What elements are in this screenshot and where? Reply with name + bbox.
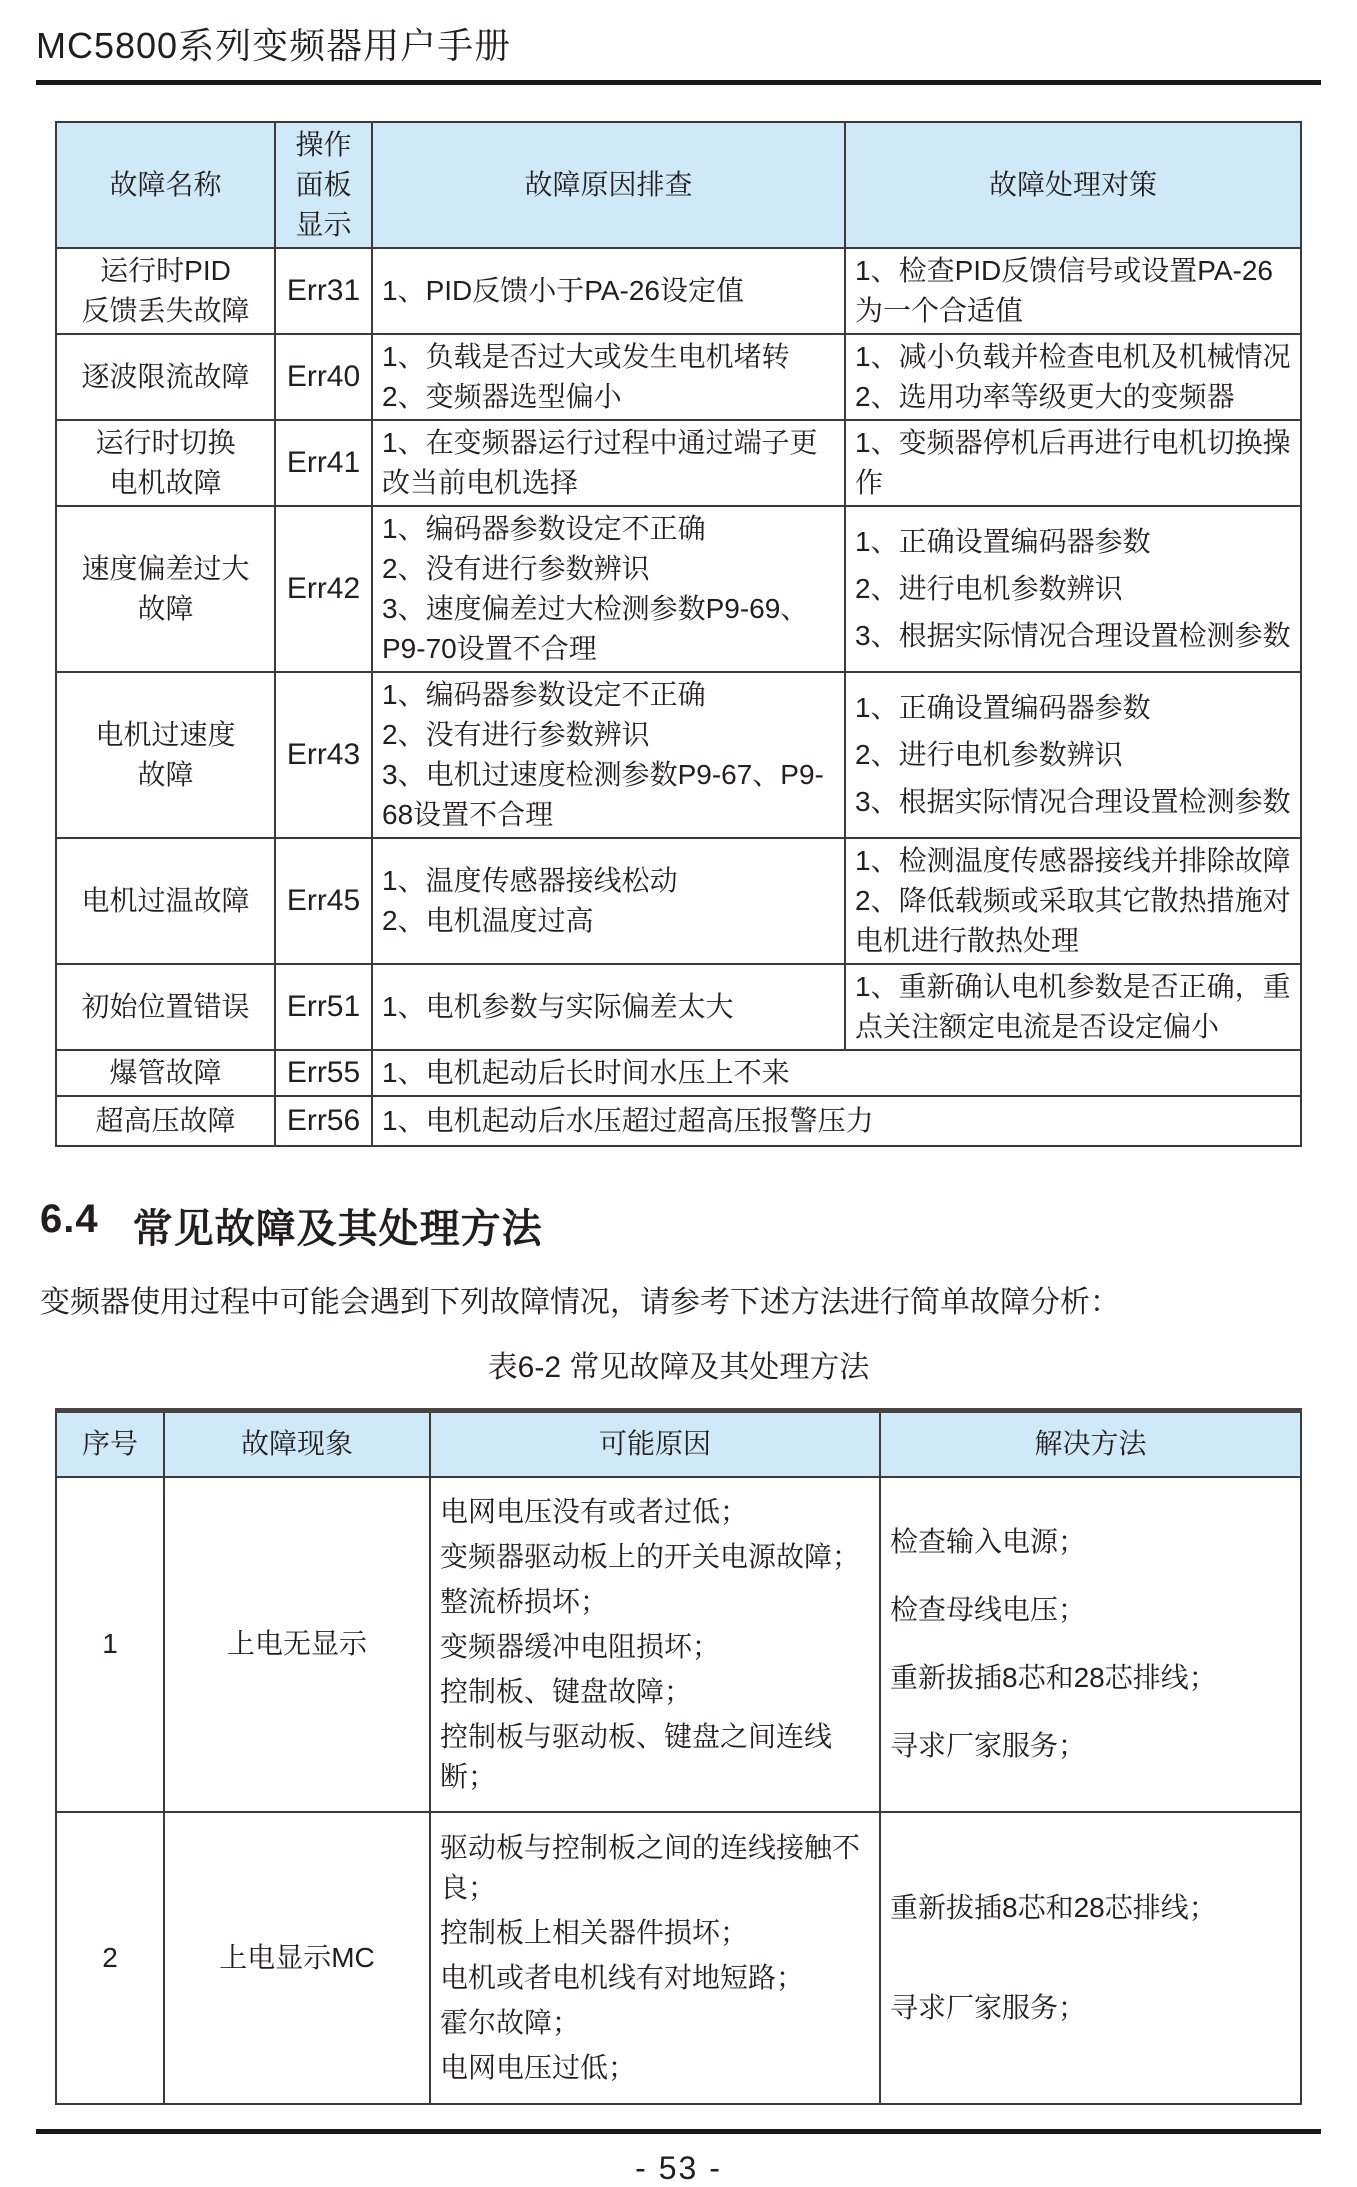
remedy-cell <box>845 964 1301 1050</box>
fault-name-cell: 运行时PID 反馈丢失故障 <box>56 248 275 334</box>
remedy-line: 3、根据实际情况合理设置检测参数 <box>855 786 1291 817</box>
col-header-fault-name: 故障名称 <box>56 122 275 248</box>
section-heading <box>40 1197 1321 1254</box>
cause-line: 1、编码器参数设定不正确 <box>382 513 706 544</box>
cause-line: 2、没有进行参数辨识 <box>382 719 650 750</box>
table-row <box>56 1477 1301 1812</box>
cause-line: 1、在变频器运行过程中通过端子更改当前电机选择 <box>382 427 818 498</box>
table-row <box>56 420 1301 506</box>
page-number: - 53 - <box>635 2149 722 2186</box>
table-row <box>56 334 1301 420</box>
remedy-line: 2、降低载频或采取其它散热措施对电机进行散热处理 <box>855 885 1291 956</box>
cause-line: 1、编码器参数设定不正确 <box>382 679 706 710</box>
solution-cell <box>880 1477 1301 1812</box>
fault-name-cell: 速度偏差过大 故障 <box>56 506 275 672</box>
remedy-line: 1、减小负载并检查电机及机械情况 <box>855 341 1291 372</box>
col-header-panel-display: 操作 面板 显示 <box>275 122 372 248</box>
table-row <box>56 248 1301 334</box>
fault-code-cell: Err41 <box>275 420 372 506</box>
cause-cell <box>430 1477 880 1812</box>
phenomenon-cell: 上电显示MC <box>164 1812 430 2104</box>
cause-cell <box>372 1050 1301 1096</box>
solution-line: 寻求厂家服务； <box>890 1730 1087 1761</box>
cause-line: 电网电压没有或者过低； <box>440 1495 749 1527</box>
cause-line: 电机或者电机线有对地短路； <box>440 1961 805 1993</box>
fault-name-cell: 电机过速度 故障 <box>56 672 275 838</box>
col-header-possible-cause: 可能原因 <box>430 1411 880 1477</box>
cause-cell <box>372 838 845 964</box>
col-header-no: 序号 <box>56 1411 164 1477</box>
cause-cell <box>372 248 845 334</box>
table-header-row <box>56 122 1301 248</box>
table-row <box>56 964 1301 1050</box>
cause-line: 2、没有进行参数辨识 <box>382 553 650 584</box>
fault-code-table <box>55 121 1302 1147</box>
remedy-line: 1、检查PID反馈信号或设置PA-26为一个合适值 <box>855 255 1273 326</box>
cause-cell <box>372 506 845 672</box>
cause-line: 2、变频器选型偏小 <box>382 381 622 412</box>
cause-cell <box>430 1812 880 2104</box>
cause-line: 霍尔故障； <box>440 2006 581 2038</box>
solution-line: 检查输入电源； <box>890 1526 1087 1557</box>
cause-line: 1、电机起动后长时间水压上不来 <box>382 1057 790 1088</box>
cause-line: 1、PID反馈小于PA-26设定值 <box>382 275 744 306</box>
table-row <box>56 672 1301 838</box>
cause-line: 1、电机参数与实际偏差太大 <box>382 991 734 1022</box>
cause-line: 驱动板与控制板之间的连线接触不良； <box>440 1831 861 1903</box>
cause-cell <box>372 334 845 420</box>
fault-code-cell: Err40 <box>275 334 372 420</box>
section-title: 常见故障及其处理方法 <box>132 1207 543 1251</box>
fault-name-cell: 超高压故障 <box>56 1096 275 1146</box>
header-rule <box>36 80 1321 85</box>
col-header-phenomenon: 故障现象 <box>164 1411 430 1477</box>
remedy-cell <box>845 248 1301 334</box>
fault-name-cell: 逐波限流故障 <box>56 334 275 420</box>
fault-code-cell: Err56 <box>275 1096 372 1146</box>
fault-code-cell: Err42 <box>275 506 372 672</box>
cause-line: 3、速度偏差过大检测参数P9-69、P9-70设置不合理 <box>382 593 809 664</box>
col-header-solution: 解决方法 <box>880 1411 1301 1477</box>
cause-line: 1、温度传感器接线松动 <box>382 865 678 896</box>
remedy-cell <box>845 334 1301 420</box>
intro-paragraph: 变频器使用过程中可能会遇到下列故障情况，请参考下述方法进行简单故障分析： <box>40 1286 1120 1319</box>
section-number: 6.4 <box>40 1197 99 1241</box>
cause-cell <box>372 672 845 838</box>
table-header-row <box>56 1411 1301 1477</box>
solution-cell <box>880 1812 1301 2104</box>
remedy-line: 2、选用功率等级更大的变频器 <box>855 381 1235 412</box>
table-row <box>56 506 1301 672</box>
fault-name-cell: 运行时切换 电机故障 <box>56 420 275 506</box>
remedy-cell <box>845 420 1301 506</box>
cause-line: 电网电压过低； <box>440 2051 637 2083</box>
remedy-line: 1、变频器停机后再进行电机切换操作 <box>855 427 1291 498</box>
cause-line: 2、电机温度过高 <box>382 905 594 936</box>
remedy-cell <box>845 506 1301 672</box>
fault-code-cell: Err43 <box>275 672 372 838</box>
page-title: MC5800系列变频器用户手册 <box>36 25 512 66</box>
cause-line: 控制板上相关器件损坏； <box>440 1916 749 1948</box>
fault-name-cell: 电机过温故障 <box>56 838 275 964</box>
cause-line: 控制板、键盘故障； <box>440 1675 693 1707</box>
remedy-line: 2、进行电机参数辨识 <box>855 739 1123 770</box>
solution-line: 重新拔插8芯和28芯排线； <box>890 1891 1217 1923</box>
solution-line: 检查母线电压； <box>890 1594 1087 1625</box>
common-fault-table <box>55 1408 1302 2105</box>
fault-code-cell: Err45 <box>275 838 372 964</box>
cause-cell <box>372 964 845 1050</box>
fault-code-cell: Err51 <box>275 964 372 1050</box>
row-number-cell: 2 <box>56 1812 164 2104</box>
table-row <box>56 1096 1301 1146</box>
remedy-cell <box>845 838 1301 964</box>
footer-rule <box>36 2129 1321 2134</box>
remedy-cell <box>845 672 1301 838</box>
table-row <box>56 1050 1301 1096</box>
col-header-cause: 故障原因排查 <box>372 122 845 248</box>
cause-line: 1、负载是否过大或发生电机堵转 <box>382 341 790 372</box>
row-number-cell: 1 <box>56 1477 164 1812</box>
remedy-line: 2、进行电机参数辨识 <box>855 573 1123 604</box>
remedy-line: 1、正确设置编码器参数 <box>855 526 1151 557</box>
table-row <box>56 1812 1301 2104</box>
fault-name-cell: 爆管故障 <box>56 1050 275 1096</box>
fault-name-cell: 初始位置错误 <box>56 964 275 1050</box>
cause-line: 变频器缓冲电阻损坏； <box>440 1630 721 1662</box>
cause-line: 变频器驱动板上的开关电源故障； <box>440 1540 861 1572</box>
cause-line: 整流桥损坏； <box>440 1585 609 1617</box>
remedy-line: 3、根据实际情况合理设置检测参数 <box>855 620 1291 651</box>
fault-code-cell: Err55 <box>275 1050 372 1096</box>
table-row <box>56 838 1301 964</box>
solution-line: 寻求厂家服务； <box>890 1991 1087 2023</box>
phenomenon-cell: 上电无显示 <box>164 1477 430 1812</box>
remedy-line: 1、检测温度传感器接线并排除故障 <box>855 845 1291 876</box>
solution-line: 重新拔插8芯和28芯排线； <box>890 1662 1217 1693</box>
cause-line: 控制板与驱动板、键盘之间连线断； <box>440 1720 833 1792</box>
cause-cell <box>372 420 845 506</box>
table2-caption: 表6-2 常见故障及其处理方法 <box>487 1351 870 1384</box>
remedy-line: 1、正确设置编码器参数 <box>855 692 1151 723</box>
cause-line: 1、电机起动后水压超过超高压报警压力 <box>382 1105 874 1136</box>
fault-code-cell: Err31 <box>275 248 372 334</box>
cause-line: 3、电机过速度检测参数P9-67、P9-68设置不合理 <box>382 759 824 830</box>
remedy-line: 1、重新确认电机参数是否正确，重点关注额定电流是否设定偏小 <box>855 971 1291 1042</box>
cause-cell <box>372 1096 1301 1146</box>
col-header-remedy: 故障处理对策 <box>845 122 1301 248</box>
